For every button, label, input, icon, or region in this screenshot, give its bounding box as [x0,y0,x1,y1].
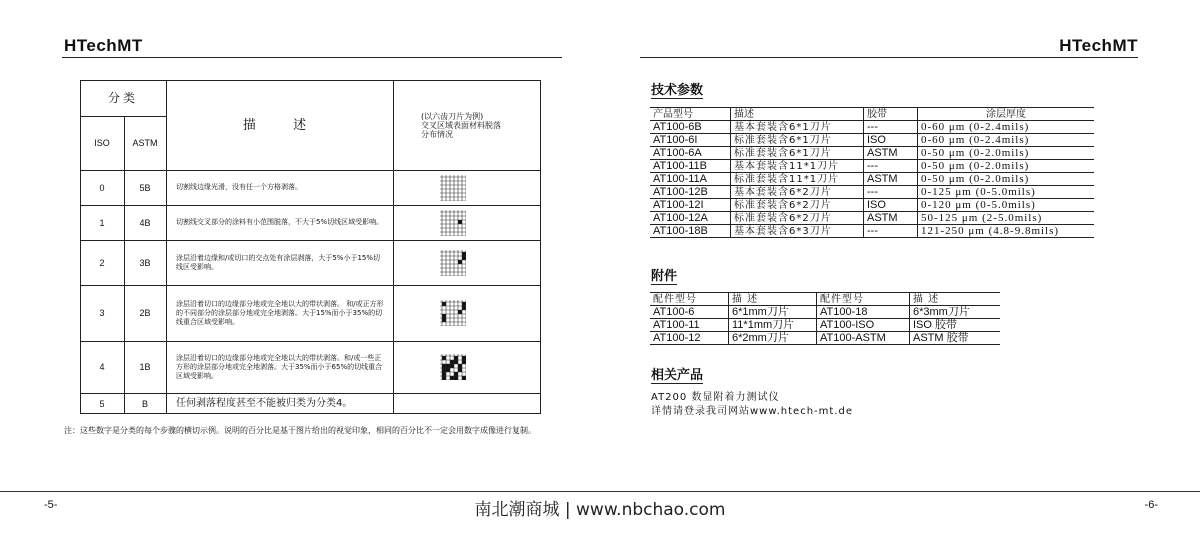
crosscut-sample-0 [440,175,466,201]
table-row-rule [80,341,541,342]
header-class: 分类 [107,91,138,105]
tech-desc: 基本套装含11*1刀片 [731,160,864,173]
tech-model: AT100-6A [650,147,731,160]
class-description: 涂层沿着切口的边缘部分地或完全地以大的带状剥落。和/或一些正方形的涂层部分地或完全地剥落。大于35%而小于65%的切线重合区域受影响。 [176,353,383,380]
table-col-desc [393,80,394,414]
tech-thickness: 0-60 μm (0-2.4mils) [918,134,1095,147]
tech-params-title: 技术参数 [651,83,704,98]
header-description: 描 述 [242,117,317,132]
tech-row [650,173,1094,186]
related-products [651,391,853,419]
tech-model: AT100-6I [650,134,731,147]
tech-thickness: 0-60 μm (0-2.4mils) [918,121,1095,134]
accessories-table [650,292,1000,345]
tech-tape: ASTM [864,212,918,225]
tech-row [650,121,1094,134]
tech-thickness: 0-125 μm (0-5.0mils) [918,186,1095,199]
table-col-astm [166,80,167,414]
tech-model: AT100-11B [650,160,731,173]
iso-grade-0: 0 [99,182,105,193]
tech-header-model: 产品型号 [650,108,731,121]
illus-line-1: (以六齿刀片为例) [421,111,484,121]
tech-desc: 标准套装含6*2刀片 [731,199,864,212]
acc-desc-1: 6*1mm刀片 [729,306,817,319]
tech-row [650,212,1094,225]
tech-header-thickness: 涂层厚度 [918,108,1095,121]
tech-desc: 基本套装含6*3刀片 [731,225,864,238]
table-row-rule [80,240,541,241]
header-rule-right [640,57,1138,58]
tech-row [650,160,1094,173]
acc-model-2: AT100-ASTM [817,332,910,345]
iso-grade-4: 4 [99,362,105,372]
table-note: 注：这些数字是分类的每个步骤的横切示例。说明的百分比是基于图片给出的视觉印象，相同的百分比不一定会用数字成像进行复制。 [64,426,536,435]
crosscut-sample-3 [440,300,466,326]
tech-row [650,134,1094,147]
acc-header-model-2: 配件型号 [817,293,910,306]
acc-header-model-1: 配件型号 [650,293,729,306]
tech-row [650,147,1094,160]
tech-header-desc: 描述 [731,108,864,121]
tech-desc: 标准套装含6*1刀片 [731,147,864,160]
tech-thickness: 0-50 μm (0-2.0mils) [918,173,1095,186]
table-rule-class-split [80,116,166,117]
tech-desc: 标准套装含6*2刀片 [731,212,864,225]
table-border-top [80,80,541,81]
table-border-right [540,80,541,414]
acc-header-desc-1: 描 述 [729,293,817,306]
acc-header-desc-2: 描 述 [910,293,1001,306]
astm-grade-1b: 1B [139,362,151,372]
astm-grade-4b: 4B [139,217,151,228]
page-number-right: -6- [1144,499,1158,511]
tech-tape: ISO [864,134,918,147]
astm-grade-2b: 2B [139,308,151,318]
tech-tape: ISO [864,199,918,212]
acc-row [650,332,1000,345]
tech-tape: --- [864,225,918,238]
astm-grade-b: B [141,398,148,409]
header-astm: ASTM [132,138,158,148]
crosscut-sample-1 [440,210,466,236]
table-border-bottom [80,413,541,414]
tech-desc: 基本套装含6*1刀片 [731,121,864,134]
class-description: 切割线边缘光滑，没有任一个方格剥落。 [176,183,302,191]
class-description: 切割线交叉部分的涂料有小范围脱落，不大于5%切线区域受影响。 [176,218,384,226]
accessories-title: 附件 [651,269,678,284]
tech-params-table [650,107,1094,238]
tech-model: AT100-18B [650,225,731,238]
tech-desc: 标准套装含11*1刀片 [731,173,864,186]
header-rule-left [62,57,562,58]
tech-thickness: 50-125 μm (2-5.0mils) [918,212,1095,225]
tech-tape: --- [864,186,918,199]
tech-thickness: 0-120 μm (0-5.0mils) [918,199,1095,212]
illus-line-2: 交叉区域表面材料脱落 [421,120,501,130]
tech-model: AT100-12I [650,199,731,212]
iso-grade-5: 5 [99,398,105,409]
astm-grade-3b: 3B [139,257,151,268]
acc-desc-2: 6*3mm刀片 [910,306,1001,319]
brand-logo-left: HTechMT [64,36,143,55]
astm-grade-5b: 5B [139,182,151,193]
illus-line-3: 分布情况 [421,129,453,139]
class-description: 涂层沿着边缘和/或切口的交点处有涂层剥落，大于5%小于15%切线区受影响。 [176,253,381,271]
iso-grade-3: 3 [99,308,105,318]
crosscut-sample-2 [440,250,466,276]
tech-tape: --- [864,121,918,134]
tech-tape: --- [864,160,918,173]
tech-tape: ASTM [864,173,918,186]
table-row-rule [80,170,541,171]
table-border-left [80,80,81,414]
watermark: 南北潮商城 | www.nbchao.com [474,500,726,520]
tech-model: AT100-6B [650,121,731,134]
tech-model: AT100-12A [650,212,731,225]
acc-desc-2: ASTM 胶带 [910,332,1001,345]
acc-row [650,306,1000,319]
acc-desc-2: ISO 胶带 [910,319,1001,332]
tech-row [650,225,1094,238]
acc-model-1: AT100-6 [650,306,729,319]
acc-model-1: AT100-11 [650,319,729,332]
page-number-left: -5- [44,499,58,511]
iso-grade-1: 1 [99,217,105,228]
related-line-1: AT200 数显附着力测试仪 [651,392,780,403]
acc-model-1: AT100-12 [650,332,729,345]
tech-header-tape: 胶带 [864,108,918,121]
footer-rule [0,491,1200,492]
acc-model-2: AT100-18 [817,306,910,319]
classification-table [80,80,541,414]
table-row-rule [80,205,541,206]
acc-desc-1: 6*2mm刀片 [729,332,817,345]
tech-thickness: 0-50 μm (0-2.0mils) [918,160,1095,173]
tech-thickness: 121-250 μm (4.8-9.8mils) [918,225,1095,238]
tech-row [650,186,1094,199]
brand-logo-right: HTechMT [1059,36,1138,55]
header-illustration [393,80,541,170]
table-row-rule [80,285,541,286]
tech-header-row [650,108,1094,121]
class-description: 涂层沿着切口的边缘部分地或完全地以大的带状剥落。 和/或正方形的不同部分的涂层部分地或完全地剥落。大于15%而小于35%的切线重合区域受影响。 [176,299,384,326]
related-line-2: 详情请登录我司网站www.htech-mt.de [651,406,853,417]
table-col-iso [124,116,125,414]
acc-row [650,319,1000,332]
tech-model: AT100-11A [650,173,731,186]
acc-desc-1: 11*1mm刀片 [729,319,817,332]
tech-desc: 基本套装含6*2刀片 [731,186,864,199]
acc-header-row [650,293,1000,306]
iso-grade-2: 2 [99,257,105,268]
tech-thickness: 0-50 μm (0-2.0mils) [918,147,1095,160]
tech-model: AT100-12B [650,186,731,199]
tech-tape: ASTM [864,147,918,160]
class-description: 任何剥落程度甚至不能被归类为分类4。 [176,398,353,409]
tech-desc: 标准套装含6*1刀片 [731,134,864,147]
table-row-rule [80,393,541,394]
related-products-title: 相关产品 [651,368,704,383]
tech-row [650,199,1094,212]
header-iso: ISO [94,138,110,148]
acc-model-2: AT100-ISO [817,319,910,332]
crosscut-sample-4 [440,354,466,380]
